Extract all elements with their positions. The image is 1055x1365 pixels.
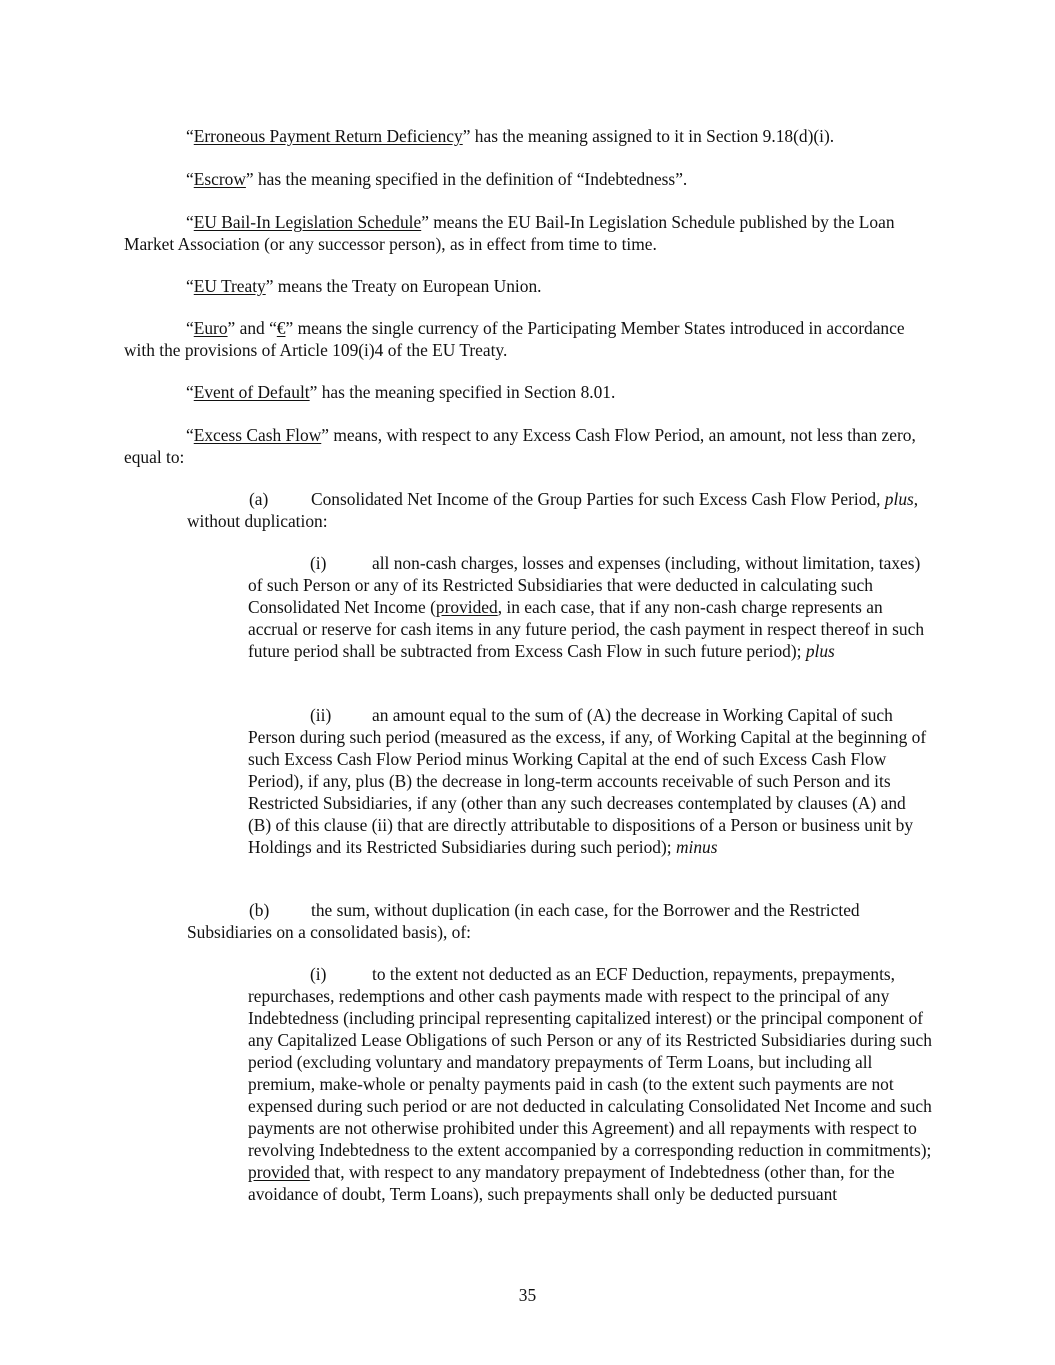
definition-escrow: “Escrow” has the meaning specified in the definition of “Indebtedness”. [186,169,688,189]
defined-term: EU Treaty [193,276,266,296]
definition-erroneous-payment-return-deficiency: “Erroneous Payment Return Deficiency” has the meaning assigned to it in Section 9.18(d)(i). [186,126,835,146]
page-number: 35 [518,1285,537,1305]
defined-term: Escrow [193,169,246,189]
clause-b: (b) the sum, without duplication (in each case, for the Borrower and the Restricted Subsidiaries on a consolidated basis), of: [187,900,860,942]
defined-term: Erroneous Payment Return Deficiency [193,126,463,146]
defined-term: Excess Cash Flow [193,425,322,445]
definition-event-of-default: “Event of Default” has the meaning specified in Section 8.01. [186,382,616,402]
clause-label: (i) [310,964,327,984]
definition-eu-treaty: “EU Treaty” means the Treaty on European Union. [186,276,542,296]
definition-eu-bail-in-legislation-schedule: “EU Bail-In Legislation Schedule” means the EU Bail-In Legislation Schedule published by the Loan Market Association (or any successor person), as in effect from time to time. [124,212,895,254]
clause-a-ii: (ii) an amount equal to the sum of (A) the decrease in Working Capital of such Person during such period (measured as the excess, if any, of Working Capital at the beginning of such Excess Cash Flow Period minus Working Capital at the end of such Excess Cash Flow Period), if any, plus (B) the decrease in long-term accounts receivable of such Person and its Restricted Subsidiaries, if any (other than any such decreases contemplated by clauses (A) and (B) of this clause (ii) that are directly attributable to dispositions of a Person or business unit by Holdings and its Restricted Subsidiaries during such period); minus [248,705,927,857]
clause-a: (a) Consolidated Net Income of the Group Parties for such Excess Cash Flow Period, plus, without duplication: [187,489,919,531]
clause-a-i: (i) all non-cash charges, losses and expenses (including, without limitation, taxes) of such Person or any of its Restricted Subsidiaries that were deducted in calculating such Consolidated Net Income (provided, in each case, that if any non-cash charge represents an accrual or reserve for cash items in any future period, the cash payment in respect thereof in such future period shall be subtracted from Excess Cash Flow in such future period); plus [248,553,925,661]
defined-term: Event of Default [193,382,310,402]
definition-euro: “Euro” and “€” means the single currency of the Participating Member States introduced in accordance with the provisions of Article 109(i)4 of the EU Treaty. [124,318,905,360]
defined-term: EU Bail-In Legislation Schedule [193,212,422,232]
clause-label: (i) [310,553,327,573]
defined-term: Euro [193,318,228,338]
clause-b-i: (i) to the extent not deducted as an ECF Deduction, repayments, prepayments, repurchases, redemptions and other cash payments made with respect to the principal of any Indebtedness (including principal representing capitalized interest) or the principal component of any Capitalized Lease Obligations of such Person or any of its Restricted Subsidiaries during such period (excluding voluntary and mandatory prepayments of Term Loans, but including all premium, make-whole or penalty payments paid in cash (to the extent such payments are not expensed during such period or are not deducted in calculating Consolidated Net Income and such payments are not otherwise prohibited under this Agreement) and all repayments with respect to revolving Indebtedness to the extent accompanied by a corresponding reduction in commitments); provided that, with respect to any mandatory prepayment of Indebtedness (other than, for the avoidance of doubt, Term Loans), such prepayments shall only be deducted pursuant [248,964,932,1204]
clause-label: (a) [249,489,269,509]
clause-label: (ii) [310,705,332,725]
euro-symbol: € [276,318,286,338]
clause-label: (b) [249,900,270,920]
definition-excess-cash-flow: “Excess Cash Flow” means, with respect to any Excess Cash Flow Period, an amount, not less than zero, equal to: [124,425,916,467]
